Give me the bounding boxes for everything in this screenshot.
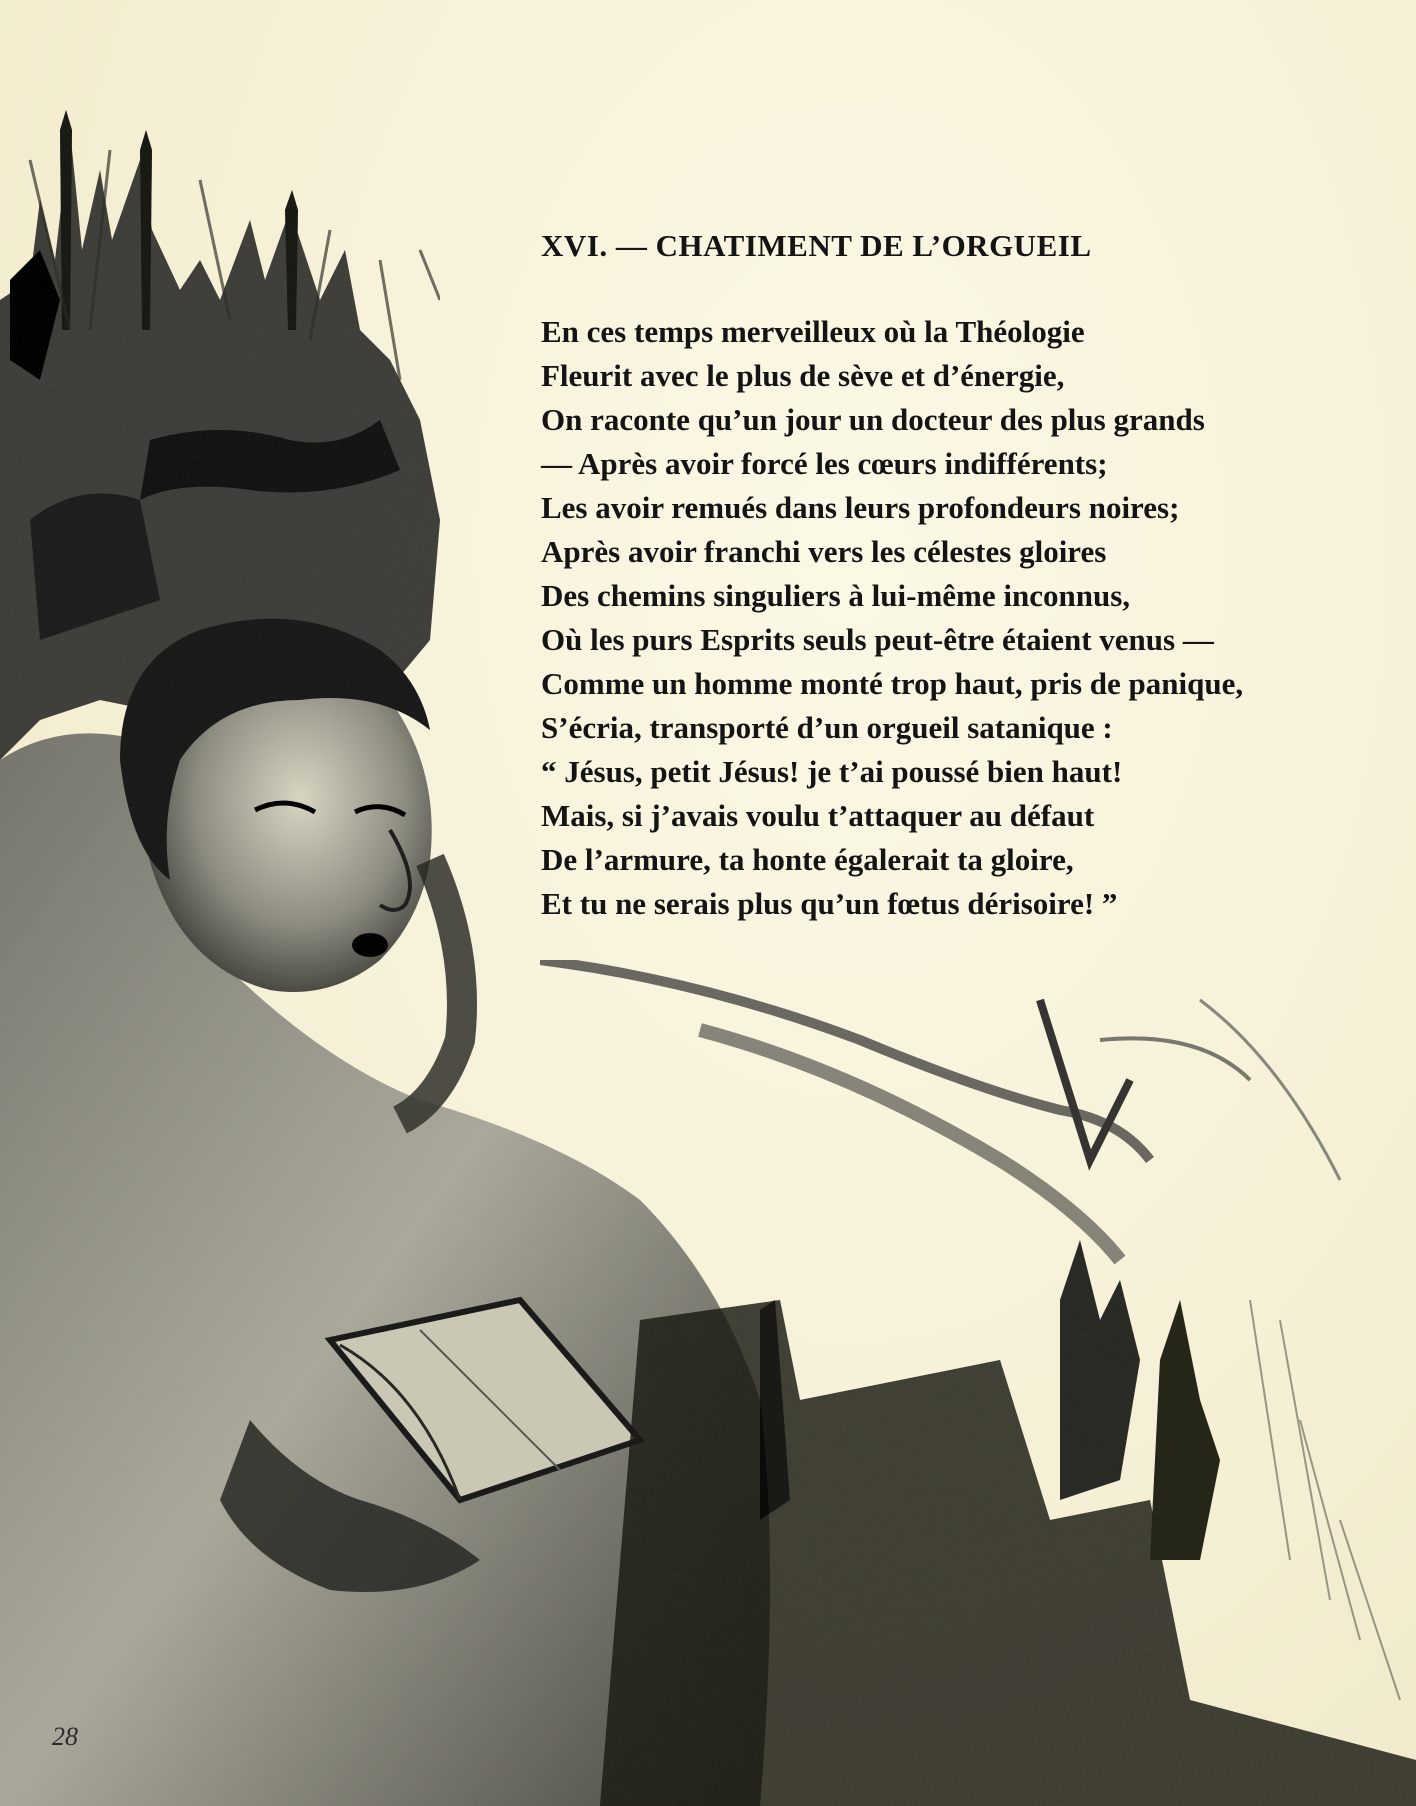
- poem: [541, 222, 1381, 926]
- poem-title: XVI. — CHATIMENT DE L’ORGUEIL: [541, 228, 1092, 263]
- verse-line: Et tu ne serais plus qu’un fœtus dérisoire! ”: [541, 886, 1118, 921]
- verse-line: “ Jésus, petit Jésus! je t’ai poussé bien haut!: [541, 754, 1123, 789]
- verse-line: Les avoir remués dans leurs profondeurs noires;: [541, 490, 1180, 525]
- poem-verses: [541, 310, 1381, 926]
- verse-line: On raconte qu’un jour un docteur des plus grands: [541, 402, 1205, 437]
- verse-line: S’écria, transporté d’un orgueil satanique :: [541, 710, 1113, 745]
- verse-line: Mais, si j’avais voulu t’attaquer au défaut: [541, 798, 1095, 833]
- page-number: 28: [52, 1722, 78, 1751]
- verse-line: De l’armure, ta honte égalerait ta gloire,: [541, 842, 1074, 877]
- landscape-sketch: [540, 960, 1416, 1806]
- verse-line: Où les purs Esprits seuls peut-être étaient venus —: [541, 622, 1214, 657]
- verse-line: En ces temps merveilleux où la Théologie: [541, 314, 1085, 349]
- verse-line: Après avoir franchi vers les célestes gloires: [541, 534, 1107, 569]
- verse-line: Comme un homme monté trop haut, pris de panique,: [541, 666, 1244, 701]
- verse-line: — Après avoir forcé les cœurs indifférents;: [541, 446, 1108, 481]
- verse-line: Des chemins singuliers à lui-même inconnus,: [541, 578, 1131, 613]
- verse-line: Fleurit avec le plus de sève et d’énergie,: [541, 358, 1065, 393]
